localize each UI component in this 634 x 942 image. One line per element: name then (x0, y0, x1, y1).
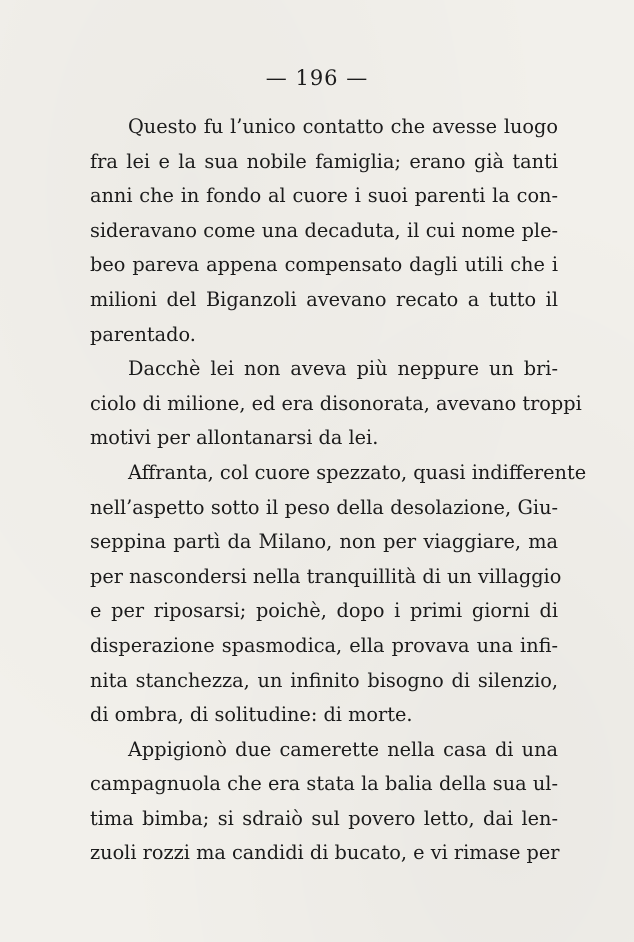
text-line: motivi per allontanarsi da lei. (90, 426, 379, 450)
paragraph-3 (90, 456, 587, 733)
text-line: Dacchè lei non aveva più neppure un bri- (128, 357, 558, 381)
text-line: sideravano come una decaduta, il cui nome ple- (90, 218, 558, 242)
text-line: e per riposarsi; poichè, dopo i primi giorni di (90, 599, 558, 623)
text-line: ciolo di milione, ed era disonorata, avevano troppi (90, 391, 582, 415)
paragraph-2 (90, 352, 582, 456)
text-line: anni che in fondo al cuore i suoi parenti la con- (90, 184, 558, 208)
text-line: Appigionò due camerette nella casa di una (128, 737, 558, 761)
text-line: tima bimba; si sdraiò sul povero letto, dai len- (90, 806, 558, 830)
body-text (90, 110, 587, 871)
text-line: per nascondersi nella tranquillità di un villaggio (90, 564, 562, 588)
text-line: nell’aspetto sotto il peso della desolazione, Giu- (90, 495, 558, 519)
text-line: fra lei e la sua nobile famiglia; erano già tanti (90, 149, 558, 173)
paragraph-1 (90, 110, 558, 352)
text-line: beo pareva appena compensato dagli utili che i (90, 253, 558, 277)
text-line: Questo fu l’unico contatto che avesse luogo (128, 115, 558, 138)
text-line: seppina partì da Milano, non per viaggiare, ma (90, 530, 558, 554)
text-line: di ombra, di solitudine: di morte. (90, 703, 413, 727)
text-line: disperazione spasmodica, ella provava una infi- (90, 633, 558, 657)
text-line: campagnuola che era stata la balia della sua ul- (90, 772, 558, 796)
text-line: milioni del Biganzoli avevano recato a tutto il (90, 287, 558, 311)
text-line: Affranta, col cuore spezzato, quasi indifferente (128, 460, 587, 484)
text-line: zuoli rozzi ma candidi di bucato, e vi rimase per (90, 841, 560, 865)
paragraph-4 (90, 733, 558, 871)
page-number: — 196 — (265, 66, 369, 90)
text-line: parentado. (90, 322, 196, 346)
text-line: nita stanchezza, un infinito bisogno di silenzio, (90, 668, 558, 692)
